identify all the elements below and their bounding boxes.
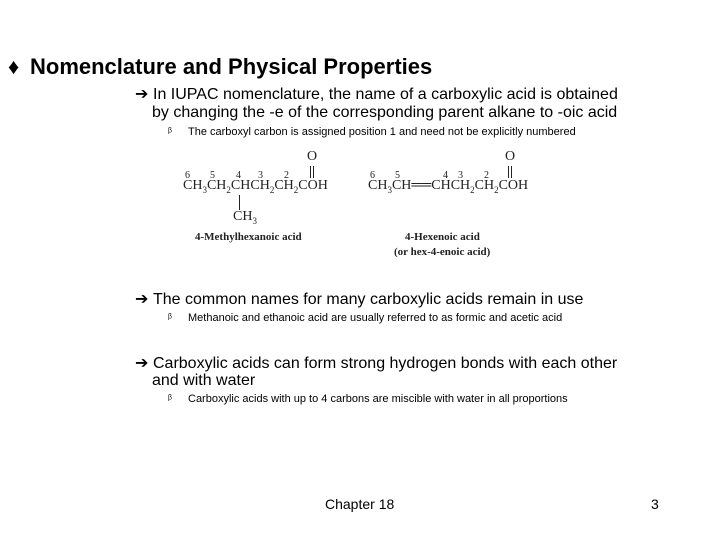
sub-bullet-2	[168, 312, 562, 324]
sub-bullet-icon: ᵝ	[168, 394, 172, 405]
bullet-point-1	[135, 84, 618, 104]
bullet-text: The common names for many carboxylic acids remain in use	[153, 291, 584, 308]
carbon-number: 3	[258, 170, 263, 181]
slide-title-text: Nomenclature and Physical Properties	[30, 54, 433, 79]
arrow-bullet-icon: ➔	[135, 86, 149, 103]
carbon-number: 4	[236, 170, 241, 181]
diamond-bullet-icon: ♦	[8, 54, 20, 79]
slide-title	[8, 54, 432, 80]
bullet-text: In IUPAC nomenclature, the name of a carboxylic acid is obtained	[153, 86, 618, 103]
sub-bullet-1	[168, 126, 576, 138]
compound-label-left: 4-Methylhexanoic acid	[195, 231, 302, 243]
bullet-text: Carboxylic acids can form strong hydrogen bonds with each other	[153, 355, 618, 372]
sub-bullet-text: The carboxyl carbon is assigned position 1 and need not be explicitly numbered	[188, 126, 576, 138]
page-number: 3	[651, 496, 659, 512]
oxygen-atom: O	[307, 149, 318, 164]
sub-bullet-3	[168, 393, 568, 405]
carbon-number: 2	[484, 170, 489, 181]
carbon-number: 5	[210, 170, 215, 181]
footer-chapter: Chapter 18	[325, 496, 395, 512]
bullet-point-1-line2: by changing the -e of the corresponding parent alkane to -oic acid	[152, 104, 618, 121]
branch-methyl: $CH_3$	[233, 209, 257, 226]
arrow-bullet-icon: ➔	[135, 291, 149, 308]
bullet-point-3-line2: and with water	[152, 372, 256, 389]
carbon-number: 5	[395, 170, 400, 181]
carbon-number: 4	[443, 170, 448, 181]
sub-bullet-text: Methanoic and ethanoic acid are usually referred to as formic and acetic acid	[188, 312, 563, 324]
bullet-point-2	[135, 289, 583, 309]
carbon-number: 6	[185, 170, 190, 181]
compound-label-right-alt: (or hex-4-enoic acid)	[394, 246, 491, 258]
compound-label-right: 4-Hexenoic acid	[405, 231, 480, 243]
carbon-number: 3	[458, 170, 463, 181]
formula-left: $CH_3CH_2CHCH_2CH_2COH$	[183, 178, 328, 195]
arrow-bullet-icon: ➔	[135, 355, 149, 372]
sub-bullet-icon: ᵝ	[168, 127, 172, 138]
formula-right: $CH_3CH══CHCH_2CH_2COH$	[368, 178, 529, 195]
bullet-point-3	[135, 353, 617, 373]
oxygen-atom: O	[505, 149, 516, 164]
carbon-number: 2	[284, 170, 289, 181]
double-bond	[310, 166, 314, 178]
sub-bullet-text: Carboxylic acids with up to 4 carbons are miscible with water in all proportions	[188, 393, 568, 405]
sub-bullet-icon: ᵝ	[168, 313, 172, 324]
branch-bond	[239, 195, 240, 210]
carbon-number: 6	[370, 170, 375, 181]
double-bond	[508, 166, 512, 178]
